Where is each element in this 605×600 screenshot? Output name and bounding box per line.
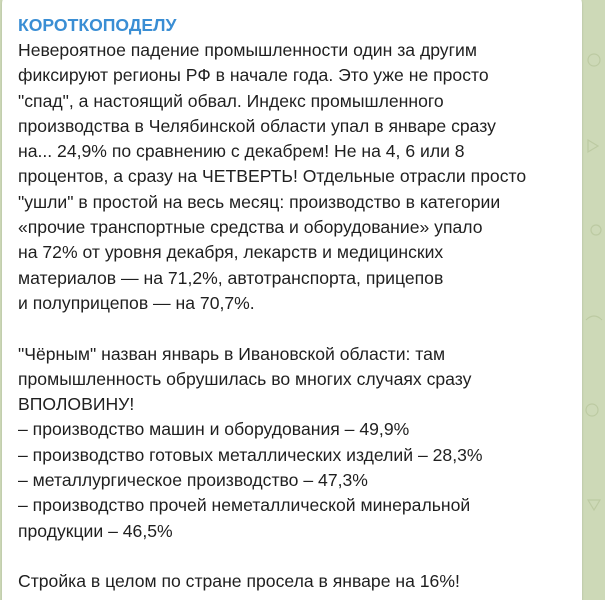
text-line: и полуприцепов — на 70,7%.: [18, 292, 255, 313]
text-line: Стройка в целом по стране просела в январе на 16%!: [18, 571, 460, 592]
text-line: ВПОЛОВИНУ!: [18, 394, 135, 415]
paragraph-2: [18, 342, 578, 544]
text-line: материалов — на 71,2%, автотранспорта, прицепов: [18, 267, 444, 288]
paragraph-3: [18, 569, 578, 594]
text-line: «прочие транспортные средства и оборудование» упало: [18, 217, 483, 238]
list-item: – металлургическое производство – 47,3%: [18, 470, 368, 491]
text-line: фиксируют регионы РФ в начале года. Это уже не просто: [18, 65, 489, 86]
text-line: промышленность обрушилась во многих случаях сразу: [18, 368, 472, 389]
text-line: "Чёрным" назван январь в Ивановской области: там: [18, 343, 446, 364]
text-line: "спад", а настоящий обвал. Индекс промышленного: [18, 90, 444, 111]
text-line: производства в Челябинской области упал в январе сразу: [18, 115, 496, 136]
list-item: – производство машин и оборудования – 49,9%: [18, 419, 410, 440]
text-line: "ушли" в простой на весь месяц: производство в категории: [18, 191, 501, 212]
text-line: на 72% от уровня декабря, лекарств и медицинских: [18, 242, 444, 263]
paragraph-spacer: [18, 544, 578, 569]
channel-name[interactable]: КОРОТКОПОДЕЛУ: [18, 15, 177, 35]
paragraph-spacer: [18, 316, 578, 341]
text-line: Невероятное падение промышленности один за другим: [18, 40, 477, 60]
message-content: [18, 12, 578, 595]
list-item: – производство прочей неметаллической минеральной: [18, 495, 471, 516]
paragraph-1: [18, 38, 578, 316]
list-item-continuation: продукции – 46,5%: [18, 520, 173, 541]
text-line: процентов, а сразу на ЧЕТВЕРТЬ! Отдельные отрасли просто: [18, 166, 527, 187]
text-line: на... 24,9% по сравнению с декабрем! Не на 4, 6 или 8: [18, 141, 465, 162]
list-item: – производство готовых металлических изделий – 28,3%: [18, 444, 483, 465]
